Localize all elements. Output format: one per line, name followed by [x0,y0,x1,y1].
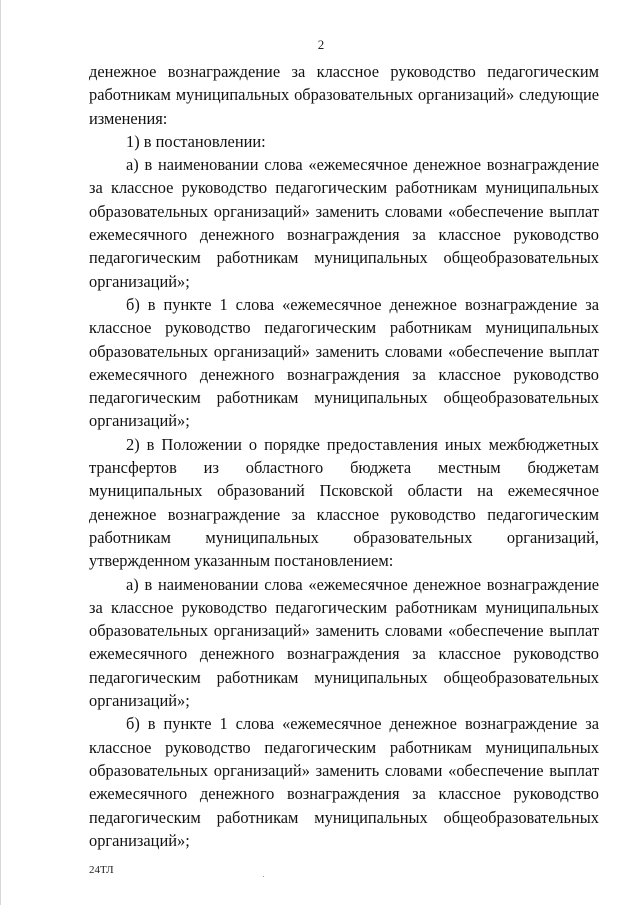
paragraph-item-1: 1) в постановлении: [126,131,266,151]
page-number: 2 [317,37,325,52]
paragraph-item-2: 2) в Положении о порядке предоставления иных межбюджетных трансфертов из областного бюджета местным бюджетам муниципальных образований Псковской области на ежемесячное денежное вознаграждение за классное руководство педагогическим работникам муниципальных образовательных организаций, утвержденном указанным постановлением: [89,434,599,571]
paragraph-item-2b: б) в пункте 1 слова «ежемесячное денежное вознаграждение за классное руководство педагогическим работникам муниципальных образовательных организаций» заменить словами «обеспечение выплат ежемесячного денежного вознаграждения за классное руководство педагогическим работникам муниципальных общеобразовательных организаций»; [89,714,599,850]
paragraph-continuation: денежное вознаграждение за классное руководство педагогическим работникам муниципальных образовательных организаций» следующие изменения: [89,62,599,128]
footer-document-code: 24ТЛ [89,864,114,876]
paragraph-item-1b: б) в пункте 1 слова «ежемесячное денежное вознаграждение за классное руководство педагогическим работникам муниципальных образовательных организаций» заменить словами «обеспечение выплат ежемесячного денежного вознаграждения за классное руководство педагогическим работникам муниципальных общеобразовательных организаций»; [89,294,599,431]
paragraph-item-2a: а) в наименовании слова «ежемесячное денежное вознаграждение за классное руководство педагогическим работникам муниципальных образовательных организаций» заменить словами «обеспечение выплат ежемесячного денежного вознаграждения за классное руководство педагогическим работникам муниципальных общеобразовательных организаций»; [89,574,599,711]
document-body [89,60,599,852]
paragraph-item-1a: а) в наименовании слова «ежемесячное денежное вознаграждение за классное руководство педагогическим работникам муниципальных образовательных организаций» заменить словами «обеспечение выплат ежемесячного денежного вознаграждения за классное руководство педагогическим работникам муниципальных общеобразовательных организаций»; [89,155,599,291]
scan-speck [263,876,264,877]
